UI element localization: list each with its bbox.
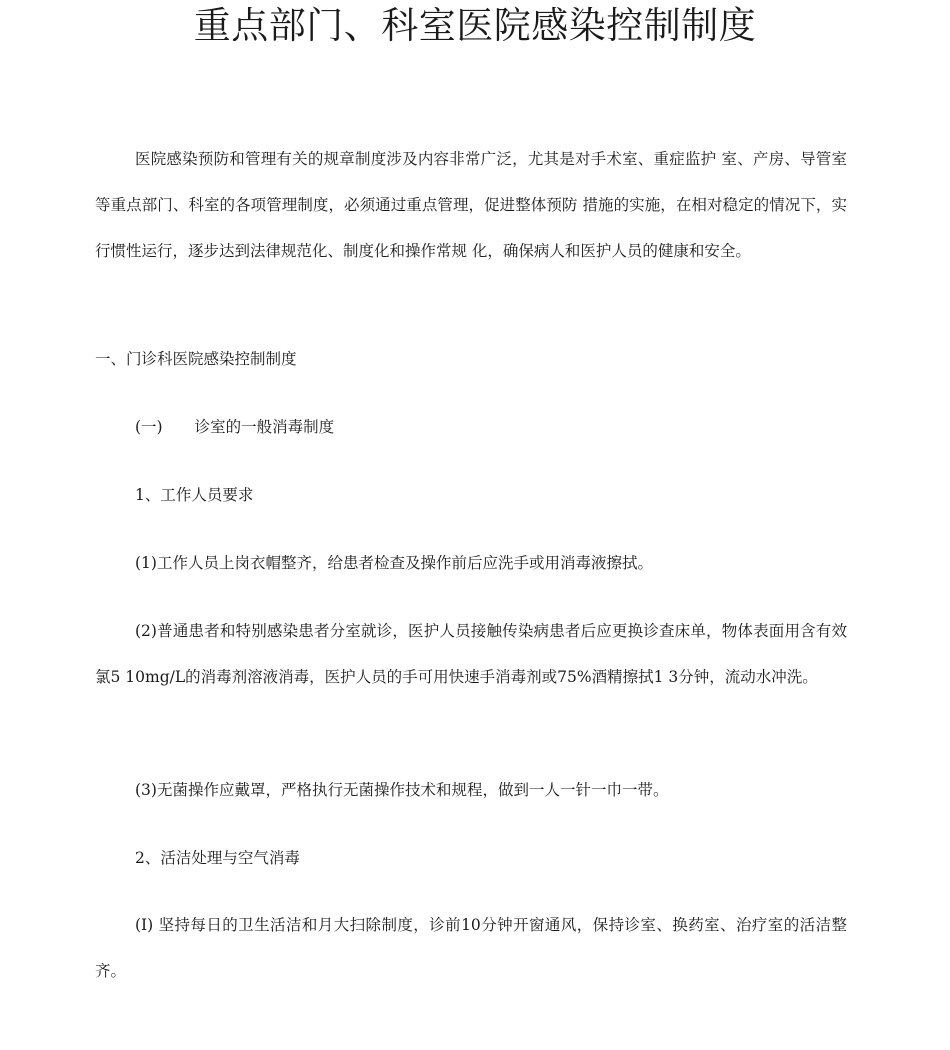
- staff-rule-2: (2)普通患者和特别感染患者分室就诊，医护人员接触传染病患者后应更换诊查床单，物体表面用含有效氯5 10mg/L的消毒剂溶液消毒，医护人员的手可用快速手消毒剂或75%酒精擦拭1 3分钟，流动水冲洗。: [95, 622, 847, 686]
- staff-rule-3: (3)无菌操作应戴罩，严格执行无菌操作技术和规程，做到一人一针一巾一带。: [135, 781, 669, 799]
- cleaning-rule-1: (I) 坚持每日的卫生活洁和月大扫除制度，诊前10分钟开窗通风，保持诊室、换药室、治疗室的活洁整齐。: [95, 916, 847, 980]
- item-heading-cleaning: 2、活洁处理与空气消毒: [135, 849, 300, 867]
- subsection-number: (一): [135, 418, 163, 436]
- intro-paragraph: 医院感染预防和管理有关的规章制度涉及内容非常广泛，尤其是对手术室、重症监护 室、产房、导管室等重点部门、科室的各项管理制度，必须通过重点管理，促进整体预防 措施的实施，在相对稳定的情况下，实行惯性运行，逐步达到法律规范化、制度化和操作常规 化，确保病人和医护人员的健康和安全。: [95, 150, 847, 260]
- subsection-heading: [135, 416, 334, 438]
- document-title: 重点部门、科室医院感染控制制度: [193, 4, 757, 47]
- section-heading-outpatient: 一、门诊科医院感染控制制度: [95, 350, 297, 368]
- subsection-title: 诊室的一般消毒制度: [194, 418, 335, 436]
- item-heading-staff: 1、工作人员要求: [135, 486, 254, 504]
- staff-rule-1: (1)工作人员上岗衣帽整齐，给患者检查及操作前后应洗手或用消毒液擦拭。: [135, 554, 653, 572]
